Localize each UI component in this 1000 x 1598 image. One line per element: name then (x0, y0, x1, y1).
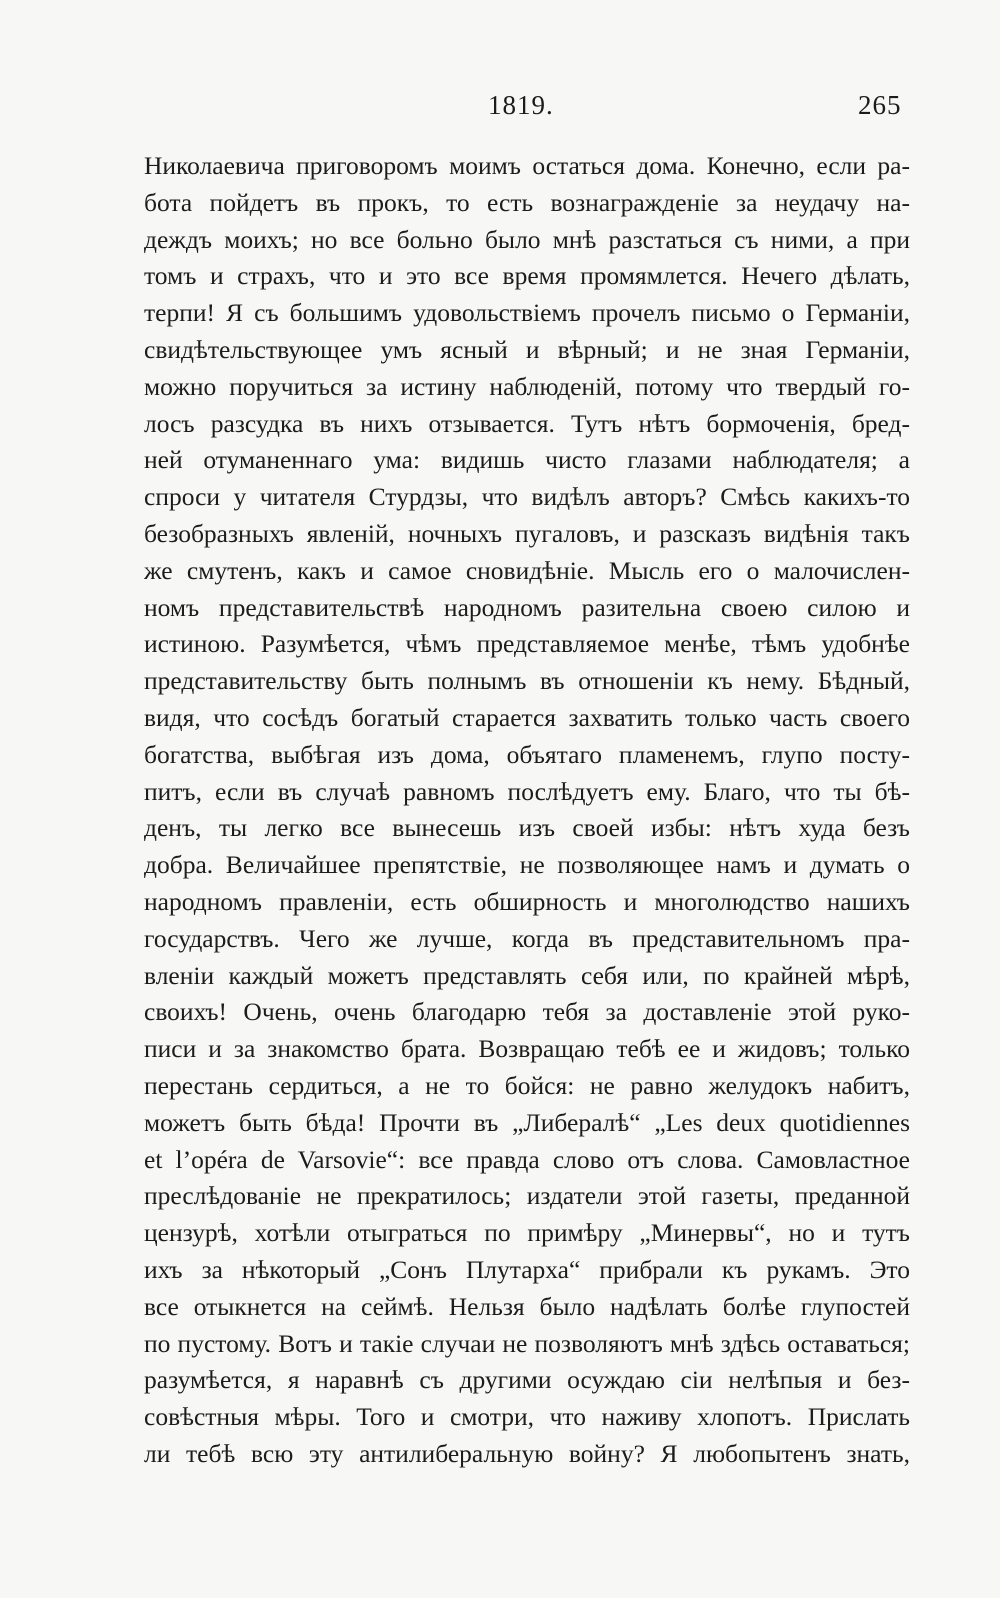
text-line: государствъ. Чего же лучше, когда въ представительномъ пра- (144, 923, 910, 953)
text-line: денъ, ты легко все вынесешь изъ своей избы: нѣтъ худа безъ (144, 813, 910, 843)
text-line: перестань сердиться, а не то бойся: не равно желудокъ набитъ, (144, 1070, 910, 1100)
page-number: 265 (858, 90, 902, 120)
text-line: по пустому. Вотъ и такіе случаи не позволяютъ мнѣ здѣсь оставаться; (144, 1328, 910, 1358)
text-line: все отыкнется на сеймѣ. Нельзя было надѣлать болѣе глупостей (144, 1291, 910, 1321)
text-line: преслѣдованіе не прекратилось; издатели этой газеты, преданной (144, 1181, 910, 1211)
text-line: можетъ быть бѣда! Прочти въ „Либералѣ“ „Les deux quotidiennes (144, 1107, 910, 1137)
text-line: ихъ за нѣкоторый „Сонъ Плутарха“ прибрали къ рукамъ. Это (144, 1254, 910, 1284)
text-line: можно поручиться за истину наблюденій, потому что твердый го- (144, 371, 910, 401)
text-line: спроси у читателя Стурдзы, что видѣлъ авторъ? Смѣсь какихъ-то (144, 482, 910, 512)
text-line: деждъ моихъ; но все больно было мнѣ разстаться съ ними, а при (144, 224, 910, 254)
body-text (144, 148, 910, 1473)
running-head-year: 1819. (488, 90, 554, 120)
text-line: Николаевича приговоромъ моимъ остаться дома. Конечно, если ра- (144, 151, 910, 180)
text-line: ли тебѣ всю эту антилиберальную войну? Я любопытенъ знать, (144, 1438, 910, 1468)
text-line: народномъ правленіи, есть обширность и многолюдство нашихъ (144, 886, 910, 916)
text-line: совѣстныя мѣры. Того и смотри, что наживу хлопотъ. Прислать (144, 1402, 910, 1432)
text-line: богатства, выбѣгая изъ дома, объятаго пламенемъ, глупо посту- (144, 739, 910, 769)
text-line: видя, что сосѣдъ богатый старается захватить только часть своего (144, 702, 910, 732)
running-head (0, 90, 1000, 130)
text-line: питъ, если въ случаѣ равномъ послѣдуетъ ему. Благо, что ты бѣ- (144, 776, 910, 806)
text-line: же смутенъ, какъ и самое сновидѣніе. Мысль его о малочислен- (144, 555, 910, 585)
text-line: свидѣтельствующее умъ ясный и вѣрный; и не зная Германіи, (144, 334, 910, 364)
text-line: писи и за знакомство брата. Возвращаю тебѣ ее и жидовъ; только (144, 1034, 910, 1064)
text-line: томъ и страхъ, что и это все время промямлется. Нечего дѣлать, (144, 261, 910, 291)
text-line: вленіи каждый можетъ представлять себя или, по крайней мѣрѣ, (144, 960, 910, 990)
text-line: терпи! Я съ большимъ удовольствіемъ прочелъ письмо о Германіи, (144, 298, 910, 328)
text-line: ней отуманеннаго ума: видишь чисто глазами наблюдателя; а (144, 445, 910, 475)
text-line: лосъ разсудка въ нихъ отзывается. Тутъ нѣтъ бормоченія, бред- (144, 408, 910, 438)
text-line: добра. Величайшее препятствіе, не позволяющее намъ и думать о (144, 850, 910, 880)
text-line: представительству быть полнымъ въ отношеніи къ нему. Бѣдный, (144, 666, 910, 696)
text-line: истиною. Разумѣется, чѣмъ представляемое менѣе, тѣмъ удобнѣе (144, 629, 910, 659)
text-line: разумѣется, я наравнѣ съ другими осуждаю сіи нелѣпыя и без- (144, 1365, 910, 1395)
text-line: et l’opéra de Varsovie“: все правда слово отъ слова. Самовластное (144, 1144, 910, 1174)
text-line: безобразныхъ явленій, ночныхъ пугаловъ, и разсказъ видѣнія такъ (144, 518, 910, 548)
text-line: номъ представительствѣ народномъ разительна своею силою и (144, 592, 910, 622)
text-line: цензурѣ, хотѣли отыграться по примѣру „Минервы“, но и тутъ (144, 1218, 910, 1248)
text-line: своихъ! Очень, очень благодарю тебя за доставленіе этой руко- (144, 997, 910, 1027)
text-line: бота пойдетъ въ прокъ, то есть вознагражденіе за неудачу на- (144, 187, 910, 217)
